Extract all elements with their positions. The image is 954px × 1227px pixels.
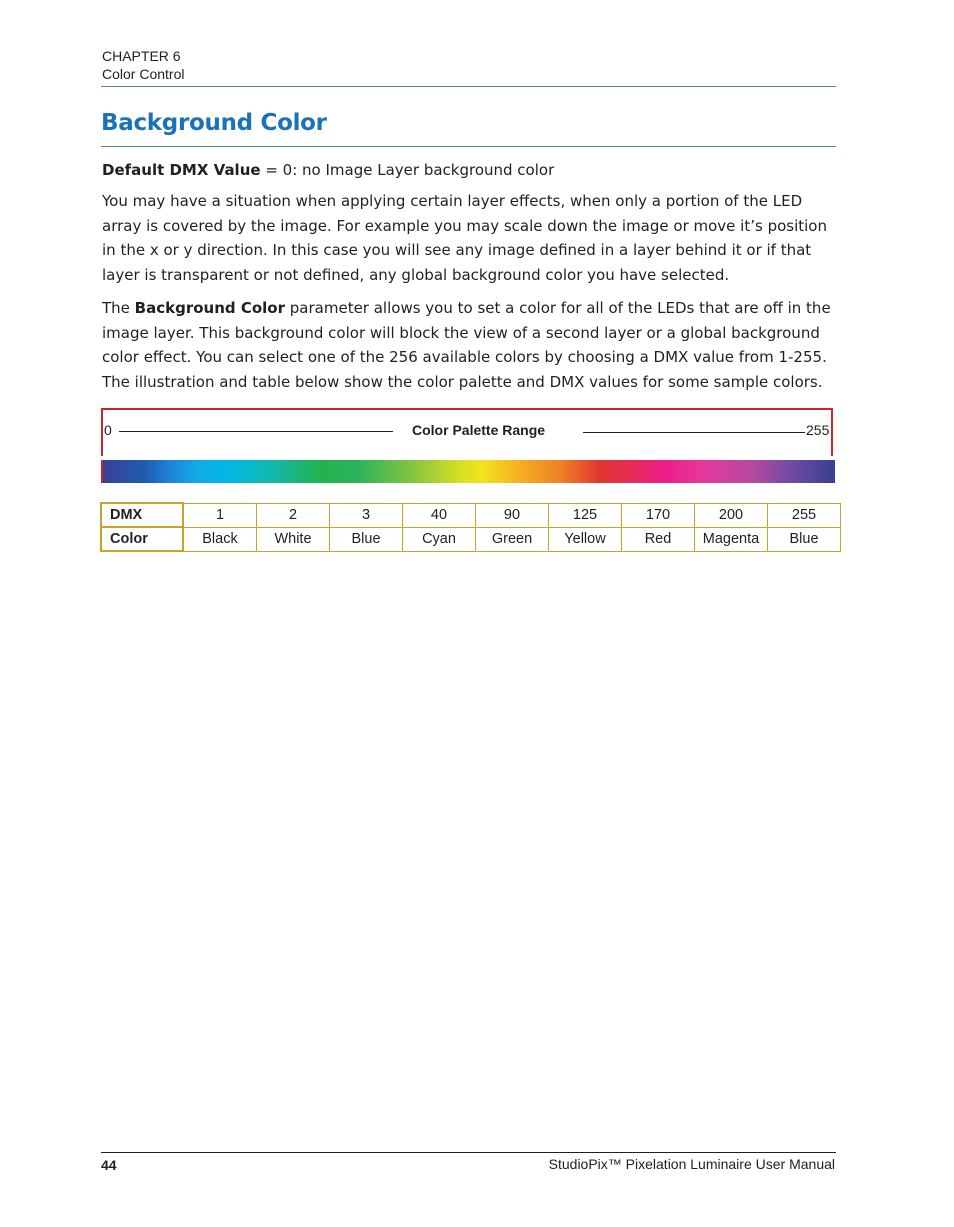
default-dmx-label: Default DMX Value: [102, 161, 261, 179]
table-cell-color: Red: [622, 527, 695, 551]
table-header-dmx: DMX: [101, 503, 183, 527]
chapter-label: CHAPTER 6: [102, 48, 181, 64]
default-dmx-value: = 0: no Image Layer background color: [260, 161, 555, 179]
paragraph-intro: You may have a situation when applying certain layer effects, when only a portion of the LED array is covered by the image. For example you may scale down the image or move it’s position in the x or y direction. In this case you will see any image defined in a layer behind it or if that layer is transparent or not defined, any global background color you have selected.: [102, 192, 827, 284]
table-header-color: Color: [101, 527, 183, 551]
palette-range-line-left: [119, 431, 393, 432]
table-cell-color: Cyan: [403, 527, 476, 551]
page-number: 44: [101, 1157, 117, 1173]
paragraph-pre: The: [102, 299, 135, 317]
palette-min-label: 0: [104, 422, 112, 438]
table-cell-dmx: 170: [622, 503, 695, 527]
page-title: Background Color: [101, 110, 327, 136]
title-divider: [101, 146, 836, 147]
table-row-color: [101, 527, 841, 551]
chapter-section: Color Control: [102, 66, 185, 82]
footer-divider: [101, 1152, 836, 1153]
table-cell-color: Green: [476, 527, 549, 551]
dmx-color-table: [100, 502, 841, 552]
color-palette-gradient: [101, 460, 835, 483]
table-cell-color: Magenta: [695, 527, 768, 551]
table-cell-dmx: 200: [695, 503, 768, 527]
running-header: [102, 47, 184, 83]
table-cell-color: White: [257, 527, 330, 551]
paragraph-bold-term: Background Color: [134, 299, 286, 317]
paragraph-background-color: [102, 296, 837, 394]
palette-max-label: 255: [806, 422, 830, 438]
table-cell-dmx: 1: [183, 503, 257, 527]
palette-start-marker: [101, 460, 103, 483]
table-cell-color: Black: [183, 527, 257, 551]
table-row-dmx: [101, 503, 841, 527]
table-cell-color: Blue: [768, 527, 841, 551]
table-cell-dmx: 255: [768, 503, 841, 527]
default-dmx-line: [102, 158, 837, 183]
footer-manual-title: StudioPix™ Pixelation Luminaire User Manual: [548, 1156, 835, 1172]
table-cell-color: Blue: [330, 527, 403, 551]
table-cell-dmx: 125: [549, 503, 622, 527]
table-cell-color: Yellow: [549, 527, 622, 551]
table-cell-dmx: 40: [403, 503, 476, 527]
header-divider: [101, 86, 836, 87]
table-cell-dmx: 90: [476, 503, 549, 527]
table-cell-dmx: 2: [257, 503, 330, 527]
paragraph-post: parameter allows you to set a color for all of the LEDs that are off in the image layer. This background color will block the view of a second layer or a global background color effect. You can select one of the 256 available colors by choosing a DMX value from 1-255. The illustration and table below show the color palette and DMX values for some sample colors.: [102, 299, 831, 391]
palette-range-line-right: [583, 432, 805, 433]
palette-range-title: Color Palette Range: [412, 422, 546, 438]
table-cell-dmx: 3: [330, 503, 403, 527]
